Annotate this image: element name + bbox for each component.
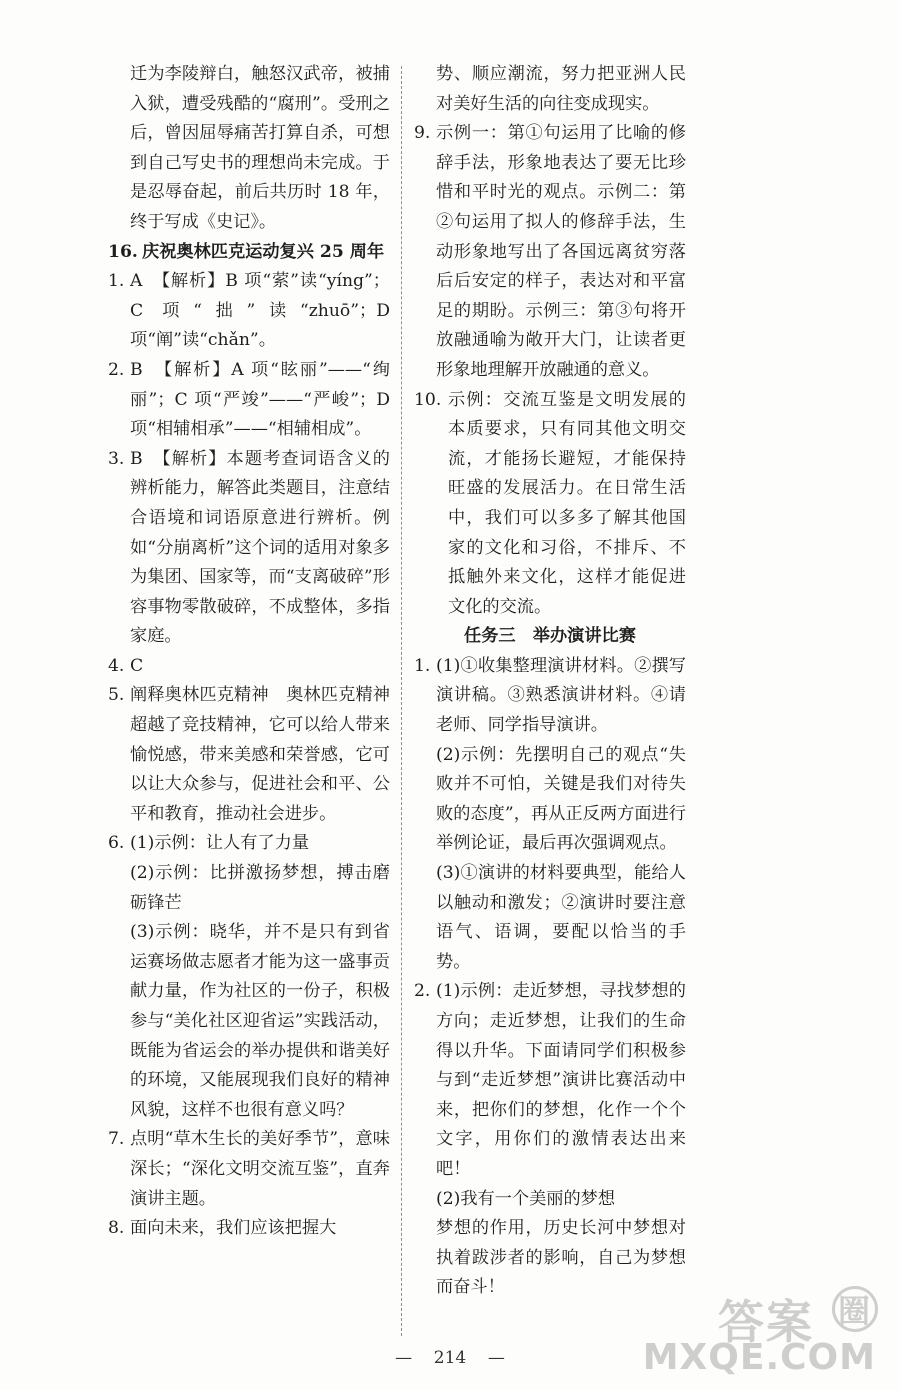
task-answer-1 xyxy=(414,652,686,741)
answer-1 xyxy=(108,267,390,356)
section-title: 庆祝奥林匹克运动复兴 25 周年 xyxy=(142,241,385,262)
watermark-logo xyxy=(642,1286,886,1378)
task-3-heading: 任务三 举办演讲比赛 xyxy=(464,626,636,647)
task-answer-1-part-3: (3)①演讲的材料要典型，能给人以触动和激发；②演讲时要注意语气、语调，要配以恰当的手势。 xyxy=(436,863,686,972)
answer-2 xyxy=(108,356,390,445)
watermark-domain: MXQE.COM xyxy=(642,1337,876,1378)
answer-number: 5. xyxy=(108,685,125,706)
answer-4 xyxy=(108,652,390,682)
answer-text: 示例：交流互鉴是文明发展的本质要求，只有同其他文明交流，才能扬长避短，才能保持旺盛的发展活力。在日常生活中，我们可以多多了解其他国家的文化和习俗，不排斥、不抵触外来文化，这样才能促进文化的交流。 xyxy=(448,389,686,617)
left-column xyxy=(108,60,390,1244)
task-answer-2-part-3: 梦想的作用，历史长河中梦想对执着跋涉者的影响，自己为梦想而奋斗！ xyxy=(436,1218,686,1298)
answer-number: 1. xyxy=(414,655,431,676)
answer-text: B 【解析】A 项“眩丽”——“绚丽”；C 项“严竣”——“严峻”；D 项“相辅相承”——“相辅相成”。 xyxy=(130,359,390,440)
continued-answer-text: 迁为李陵辩白，触怒汉武帝，被捕入狱，遭受残酷的“腐刑”。受刑之后，曾因屈辱痛苦打算自杀，可想到自己写史书的理想尚未完成。于是忍辱奋起，前后共历时 18 年，终于写成《史记》。 xyxy=(130,64,390,232)
answer-9 xyxy=(414,119,686,385)
column-divider xyxy=(401,66,402,1336)
task-answer-2 xyxy=(414,977,686,1184)
answer-number: 1. xyxy=(108,271,125,292)
answer-part-1: (1)示例：让人有了力量 xyxy=(130,833,310,854)
answer-7 xyxy=(108,1125,390,1214)
answer-text: C xyxy=(130,655,144,676)
answer-text: A 【解析】B 项“萦”读“yíng”；C 项“拙”读“zhuō”；D 项“阐”读“chǎn”。 xyxy=(130,271,390,351)
answer-6-part-3: (3)示例：晓华，并不是只有到省运赛场做志愿者才能为这一盛事贡献力量，作为社区的一份子，积极参与“美化社区迎省运”实践活动，既能为省运会的举办提供和谐美好的环境，又能展现我们良好的精神风貌，这样不也很有意义吗？ xyxy=(130,922,390,1120)
page-number: 214 xyxy=(433,1348,467,1368)
answer-3 xyxy=(108,445,390,652)
answer-10 xyxy=(414,386,686,623)
answer-number: 6. xyxy=(108,833,125,854)
answer-number: 9. xyxy=(414,123,431,144)
answer-8 xyxy=(108,1214,390,1244)
answer-text: 阐释奥林匹克精神 奥林匹克精神超越了竞技精神，它可以给人带来愉悦感，带来美感和荣誉感，它可以让大众参与，促进社会和平、公平和教育，推动社会进步。 xyxy=(130,685,390,824)
task-answer-2-part-2: (2)我有一个美丽的梦想 xyxy=(436,1188,616,1209)
answer-number: 2. xyxy=(414,981,431,1002)
answer-number: 7. xyxy=(108,1129,125,1150)
right-column xyxy=(414,60,686,1303)
section-16-heading xyxy=(108,238,390,268)
answer-text: 面向未来，我们应该把握大 xyxy=(130,1218,337,1239)
answer-part-1: (1)①收集整理演讲材料。②撰写演讲稿。③熟悉演讲材料。④请老师、同学指导演讲。 xyxy=(436,655,686,736)
answer-number: 3. xyxy=(108,448,125,469)
answer-6-part-2: (2)示例：比拼激扬梦想，搏击磨砺锋芒 xyxy=(130,863,390,913)
answer-5 xyxy=(108,681,390,829)
continued-answer-text: 势、顺应潮流，努力把亚洲人民对美好生活的向往变成现实。 xyxy=(436,64,686,114)
answer-number: 10. xyxy=(414,389,442,410)
footer-dash-left: — xyxy=(395,1348,413,1368)
answer-text: 示例一：第①句运用了比喻的修辞手法，形象地表达了要无比珍惜和平时光的观点。示例二：第②句运用了拟人的修辞手法，生动形象地写出了各国远离贫穷落后后安定的样子，表达对和平富足的期盼。示例三：第③句将开放融通喻为敞开大门，让读者更形象地理解开放融通的意义。 xyxy=(436,123,686,380)
answer-number: 4. xyxy=(108,655,125,676)
section-number: 16. xyxy=(108,241,138,262)
answer-text: B 【解析】本题考查词语含义的辨析能力，解答此类题目，注意结合语境和词语原意进行辨析。例如“分崩离析”这个词的适用对象多为集团、国家等，而“支离破碎”形容事物零散破碎，不成整体，多指家庭。 xyxy=(130,448,390,647)
answer-6 xyxy=(108,829,390,859)
answer-number: 2. xyxy=(108,359,125,380)
watermark-circle-icon: 圈 xyxy=(832,1286,878,1332)
answer-number: 8. xyxy=(108,1218,125,1239)
answer-part-1: (1)示例：走近梦想，寻找梦想的方向；走近梦想，让我们的生命得以升华。下面请同学们积极参与到“走近梦想”演讲比赛活动中来，把你们的梦想，化作一个个文字，用你们的激情表达出来吧！ xyxy=(436,981,686,1179)
task-answer-1-part-2: (2)示例：先摆明自己的观点“失败并不可怕，关键是我们对待失败的态度”，再从正反两方面进行举例论证，最后再次强调观点。 xyxy=(436,744,686,854)
watermark-top-text: 答案 xyxy=(717,1295,814,1349)
footer-dash-right: — xyxy=(487,1348,505,1368)
answer-text: 点明“草木生长的美好季节”，意味深长；“深化文明交流互鉴”，直奔演讲主题。 xyxy=(130,1129,390,1209)
